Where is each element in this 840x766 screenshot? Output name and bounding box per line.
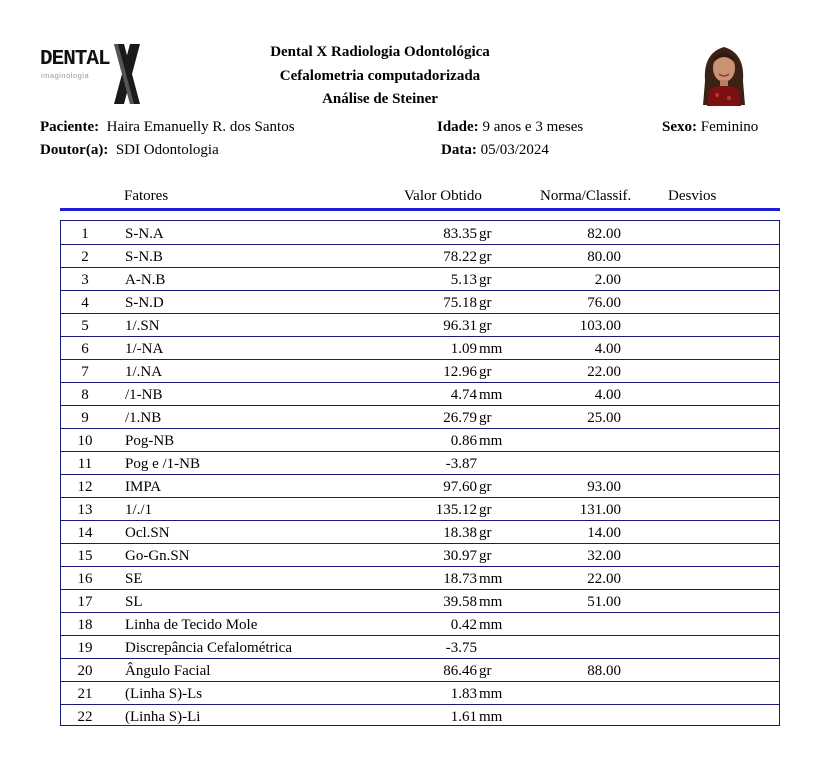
logo-subtitle: imaginologia <box>41 71 90 80</box>
row-norm: 88.00 <box>587 663 621 679</box>
column-header-desvios: Desvios <box>668 188 717 204</box>
row-norm: 4.00 <box>594 341 621 357</box>
row-number: 19 <box>77 640 93 656</box>
row-number: 12 <box>77 479 93 495</box>
row-value: 78.22 <box>443 249 477 265</box>
row-norm: 76.00 <box>587 295 621 311</box>
row-value: 4.74 <box>450 387 477 403</box>
row-unit: gr <box>479 318 492 334</box>
dental-x-logo <box>40 42 142 108</box>
row-unit: gr <box>479 525 492 541</box>
row-value: 75.18 <box>443 295 477 311</box>
row-factor: Ângulo Facial <box>125 663 211 679</box>
row-number: 10 <box>77 433 93 449</box>
table-row <box>61 589 779 613</box>
row-factor: 1/./1 <box>125 502 153 518</box>
row-unit: gr <box>479 364 492 380</box>
row-unit: gr <box>479 548 492 564</box>
row-factor: S-N.B <box>125 249 163 265</box>
age-label: Idade: <box>437 119 479 135</box>
report-header <box>230 41 530 112</box>
row-factor: SL <box>125 594 143 610</box>
column-header-fatores: Fatores <box>124 188 169 204</box>
column-header-valor: Valor Obtido <box>404 188 482 204</box>
row-factor: Linha de Tecido Mole <box>125 617 258 633</box>
row-unit: mm <box>479 341 503 357</box>
table-row <box>61 451 779 475</box>
row-value: 39.58 <box>443 594 477 610</box>
table-row <box>61 221 779 245</box>
row-factor: Discrepância Cefalométrica <box>125 640 292 656</box>
row-norm: 25.00 <box>587 410 621 426</box>
doctor-name: SDI Odontologia <box>115 142 219 158</box>
table-row <box>61 612 779 636</box>
row-number: 9 <box>81 410 89 426</box>
table-row <box>61 359 779 383</box>
row-factor: 1/.SN <box>125 318 160 334</box>
report-type: Cefalometria computadorizada <box>279 67 481 84</box>
patient-portrait-icon <box>699 41 749 106</box>
patient-label: Paciente: <box>40 119 100 135</box>
table-row <box>61 313 779 337</box>
table-row <box>61 336 779 360</box>
row-norm: 80.00 <box>587 249 621 265</box>
row-value: 30.97 <box>443 548 477 564</box>
row-value: -3.87 <box>445 456 477 472</box>
row-number: 20 <box>77 663 93 679</box>
row-factor: S-N.D <box>125 295 164 311</box>
row-number: 21 <box>77 686 93 702</box>
row-factor: Pog e /1-NB <box>125 456 200 472</box>
row-value: 0.86 <box>450 433 477 449</box>
table-row <box>61 244 779 268</box>
row-number: 1 <box>81 226 89 242</box>
table-row <box>61 497 779 521</box>
logo-wordmark: DENTAL <box>40 48 110 71</box>
table-row <box>61 382 779 406</box>
row-norm: 14.00 <box>587 525 621 541</box>
row-value: 1.61 <box>450 709 477 725</box>
row-norm: 82.00 <box>587 226 621 242</box>
row-factor: (Linha S)-Li <box>125 709 201 725</box>
row-number: 3 <box>81 272 89 288</box>
sex-value: Feminino <box>700 119 759 135</box>
row-factor: Ocl.SN <box>125 525 170 541</box>
sex-label: Sexo: <box>662 119 697 135</box>
row-number: 22 <box>77 709 93 725</box>
patient-name-field <box>40 119 295 136</box>
row-value: 86.46 <box>443 663 477 679</box>
table-row <box>61 474 779 498</box>
row-unit: mm <box>479 387 503 403</box>
row-number: 17 <box>77 594 93 610</box>
row-factor: 1/-NA <box>125 341 164 357</box>
row-number: 18 <box>77 617 93 633</box>
row-norm: 32.00 <box>587 548 621 564</box>
row-norm: 93.00 <box>587 479 621 495</box>
row-factor: Pog-NB <box>125 433 175 449</box>
row-value: 135.12 <box>435 502 477 518</box>
row-value: 96.31 <box>443 318 477 334</box>
table-row <box>61 428 779 452</box>
age-value: 9 anos e 3 meses <box>482 119 584 135</box>
row-value: 1.09 <box>450 341 477 357</box>
age-field <box>437 119 583 136</box>
patient-photo <box>699 41 749 106</box>
row-unit: gr <box>479 410 492 426</box>
table-row <box>61 566 779 590</box>
row-norm: 22.00 <box>587 571 621 587</box>
row-norm: 2.00 <box>594 272 621 288</box>
table-row <box>61 543 779 567</box>
date-label: Data: <box>441 142 477 158</box>
table-row <box>61 704 779 727</box>
row-unit: mm <box>479 709 503 725</box>
row-number: 13 <box>77 502 93 518</box>
row-factor: /1.NB <box>125 410 162 426</box>
date-field <box>441 142 549 159</box>
row-value: 18.38 <box>443 525 477 541</box>
table-row <box>61 405 779 429</box>
row-value: 26.79 <box>443 410 477 426</box>
row-factor: SE <box>125 571 143 587</box>
row-number: 11 <box>77 456 93 472</box>
row-number: 5 <box>81 318 89 334</box>
row-number: 6 <box>81 341 89 357</box>
row-norm: 22.00 <box>587 364 621 380</box>
row-number: 4 <box>81 295 89 311</box>
table-row <box>61 267 779 291</box>
results-table <box>60 220 780 726</box>
analysis-name: Análise de Steiner <box>322 91 438 107</box>
doctor-field <box>40 142 219 159</box>
row-number: 7 <box>81 364 89 380</box>
row-unit: gr <box>479 295 492 311</box>
row-value: 97.60 <box>443 479 477 495</box>
column-header-norma: Norma/Classif. <box>540 188 632 204</box>
row-factor: IMPA <box>125 479 162 495</box>
row-unit: gr <box>479 502 492 518</box>
row-norm: 131.00 <box>579 502 621 518</box>
row-unit: mm <box>479 433 503 449</box>
row-value: 1.83 <box>450 686 477 702</box>
table-row <box>61 658 779 682</box>
date-value: 05/03/2024 <box>480 142 549 158</box>
row-value: -3.75 <box>445 640 477 656</box>
row-number: 2 <box>81 249 89 265</box>
table-row <box>61 635 779 659</box>
row-unit: mm <box>479 594 503 610</box>
row-unit: mm <box>479 571 503 587</box>
row-unit: mm <box>479 617 503 633</box>
row-unit: gr <box>479 249 492 265</box>
row-factor: S-N.A <box>125 226 164 242</box>
header-divider <box>60 208 780 211</box>
row-norm: 103.00 <box>579 318 621 334</box>
row-unit: gr <box>479 663 492 679</box>
row-factor: /1-NB <box>125 387 163 403</box>
row-number: 8 <box>81 387 89 403</box>
row-norm: 51.00 <box>587 594 621 610</box>
row-factor: (Linha S)-Ls <box>125 686 203 702</box>
table-row <box>61 681 779 705</box>
row-number: 16 <box>77 571 93 587</box>
row-number: 14 <box>77 525 93 541</box>
row-value: 5.13 <box>450 272 477 288</box>
row-value: 83.35 <box>443 226 477 242</box>
table-row <box>61 520 779 544</box>
row-number: 15 <box>77 548 93 564</box>
row-norm: 4.00 <box>594 387 621 403</box>
row-unit: mm <box>479 686 503 702</box>
row-value: 0.42 <box>450 617 477 633</box>
row-value: 12.96 <box>443 364 477 380</box>
logo-x-icon <box>110 40 144 108</box>
table-row <box>61 290 779 314</box>
clinic-name: Dental X Radiologia Odontológica <box>270 44 490 60</box>
row-value: 18.73 <box>443 571 477 587</box>
row-unit: gr <box>479 226 492 242</box>
row-factor: A-N.B <box>125 272 166 288</box>
row-factor: 1/.NA <box>125 364 163 380</box>
doctor-label: Doutor(a): <box>40 142 109 158</box>
row-unit: gr <box>479 272 492 288</box>
sex-field <box>662 119 758 136</box>
row-unit: gr <box>479 479 492 495</box>
patient-name: Haira Emanuelly R. dos Santos <box>106 119 295 135</box>
row-factor: Go-Gn.SN <box>125 548 190 564</box>
